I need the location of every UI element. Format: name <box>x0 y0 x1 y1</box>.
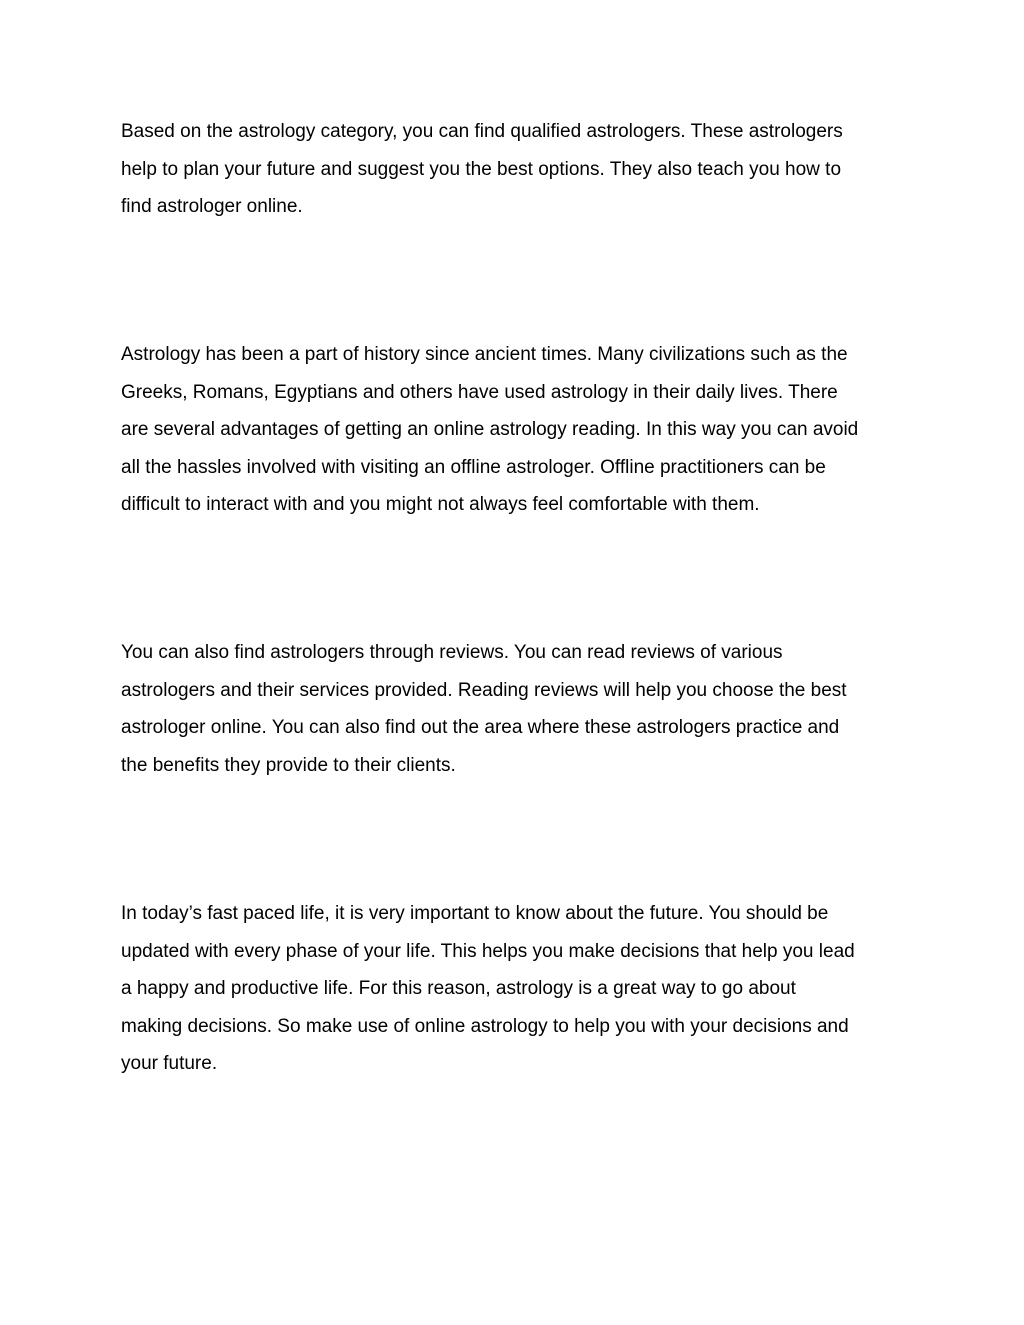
paragraph-line: astrologers and their services provided. Reading reviews will help you choose the best <box>121 679 847 701</box>
paragraph-line: find astrologer online. <box>121 196 303 218</box>
paragraph-line: astrologer online. You can also find out the area where these astrologers practice and <box>121 717 840 739</box>
paragraph-line: a happy and productive life. For this reason, astrology is a great way to go about <box>121 978 796 1000</box>
paragraph-line: Greeks, Romans, Egyptians and others have used astrology in their daily lives. There <box>121 381 838 403</box>
paragraph-line: In today’s fast paced life, it is very important to know about the future. You should be <box>121 903 829 924</box>
paragraph-line: your future. <box>121 1053 218 1075</box>
paragraph-line: the benefits they provide to their clients. <box>121 754 456 776</box>
paragraph-line: Astrology has been a part of history since ancient times. Many civilizations such as the <box>121 344 848 365</box>
paragraph-line: Based on the astrology category, you can find qualified astrologers. These astrologers <box>121 121 843 142</box>
paragraph-line: help to plan your future and suggest you the best options. They also teach you how to <box>121 158 842 180</box>
paragraph-line: are several advantages of getting an online astrology reading. In this way you can avoid <box>121 419 859 441</box>
paragraph-line: difficult to interact with and you might not always feel comfortable with them. <box>121 494 760 516</box>
paragraph-4 <box>121 895 911 1083</box>
paragraph-2 <box>121 336 911 524</box>
paragraph-3 <box>121 634 911 784</box>
paragraph-line: You can also find astrologers through reviews. You can read reviews of various <box>121 642 783 663</box>
paragraph-line: making decisions. So make use of online astrology to help you with your decisions and <box>121 1015 849 1037</box>
paragraph-line: all the hassles involved with visiting an offline astrologer. Offline practitioners can be <box>121 456 826 478</box>
paragraph-line: updated with every phase of your life. This helps you make decisions that help you lead <box>121 940 855 962</box>
paragraph-1 <box>121 113 911 226</box>
